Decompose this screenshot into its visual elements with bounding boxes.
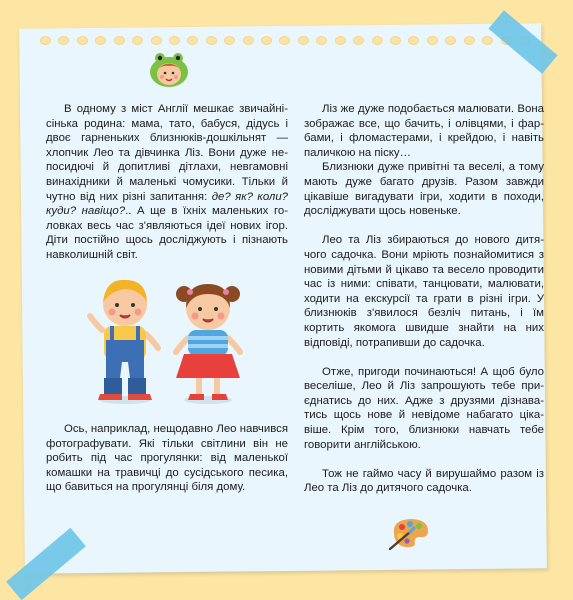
text-segment: .. А ще в їхніх маленьких головках весь час з'являються ідеї нових ігор. Діти постійно щось досліджують і пізнають навколишній світ.: [46, 205, 288, 261]
paint-palette-icon: [388, 516, 432, 550]
hole: [224, 36, 235, 45]
hole: [261, 36, 272, 45]
hole: [40, 36, 51, 45]
boy-and-girl-illustration: [80, 272, 260, 408]
hole: [243, 36, 254, 45]
hole: [58, 36, 69, 45]
hole: [206, 36, 217, 45]
story-paragraph: [46, 102, 288, 263]
questions-italic: де? як? коли? куди? навіщо?: [46, 190, 288, 218]
frog-hat-kid-icon: [149, 52, 189, 88]
hole: [187, 36, 198, 45]
hole: [427, 36, 438, 45]
story-paragraph: Ліз же дуже подобається малювати. Вона зображає все, що бачить, і олівцями, і фарбами, і фломастерами, і крейдою, і навіть паличкою на піску…: [304, 103, 544, 159]
binder-holes: [40, 36, 530, 46]
hole: [335, 36, 346, 45]
hole: [316, 36, 327, 45]
hole: [445, 36, 456, 45]
hole: [95, 36, 106, 45]
story-paragraph: Отже, пригоди починаються! А щоб було веселіше, Лео й Ліз запрошують тебе приєднатись до них. Адже з друзями дізнаватись щось нове й невідоме набагато цікавіше. Крім того, близнюки навчать тебе говорити англійською.: [304, 365, 544, 451]
story-paragraph: Тож не гаймо часу й вирушаймо разом із Лео та Ліз до дитячого садочка.: [304, 467, 544, 495]
hole: [151, 36, 162, 45]
hole: [298, 36, 309, 45]
hole: [464, 36, 475, 45]
hole: [169, 36, 180, 45]
hole: [390, 36, 401, 45]
text-segment: В одному з міст Англії мешкає звичайнісінька родина: мама, тато, бабуся, дідусь і двоє гарненьких близнюків-дошкільнят — хлопчик Лео та дівчинка Ліз. Вони дуже непосидючі й допитливі дітлахи, невгамовні винахідники й маленькі чомусики. Тільки й чутно від них різні запитання:: [46, 103, 288, 203]
hole: [132, 36, 143, 45]
story-paragraph: Лео та Ліз збираються до нового дитячого садочка. Вони мріють познайомитися з новими дітьми й цікаво та весело проводити час із ними: співати, танцювати, малювати, ходити на екскурсії та грати в різні ігри. У близнюків з'явилося безліч питань, і їм кортить якомога швидше знайти на них відповіді, потрапивши до садочка.: [304, 234, 544, 349]
hole: [114, 36, 125, 45]
hole: [353, 36, 364, 45]
hole: [482, 36, 493, 45]
story-paragraph: Близнюки дуже привітні та веселі, а тому мають дуже багато друзів. Разом завжди цікавіше вигадувати ігри, ходити в походи, досліджувати щось новеньке.: [304, 161, 544, 218]
left-column-bottom: [46, 422, 288, 495]
story-paragraph: Ось, наприклад, нещодавно Лео навчився фотографувати. Які тільки світлини він не робить під час прогулянки: від маленької комашки на травичці до сусідського песика, що бавиться на прогулянці біля дому.: [46, 423, 288, 494]
hole: [77, 36, 88, 45]
hole: [279, 36, 290, 45]
right-column: [304, 102, 544, 496]
hole: [372, 36, 383, 45]
left-column-top: [46, 102, 288, 263]
hole: [408, 36, 419, 45]
